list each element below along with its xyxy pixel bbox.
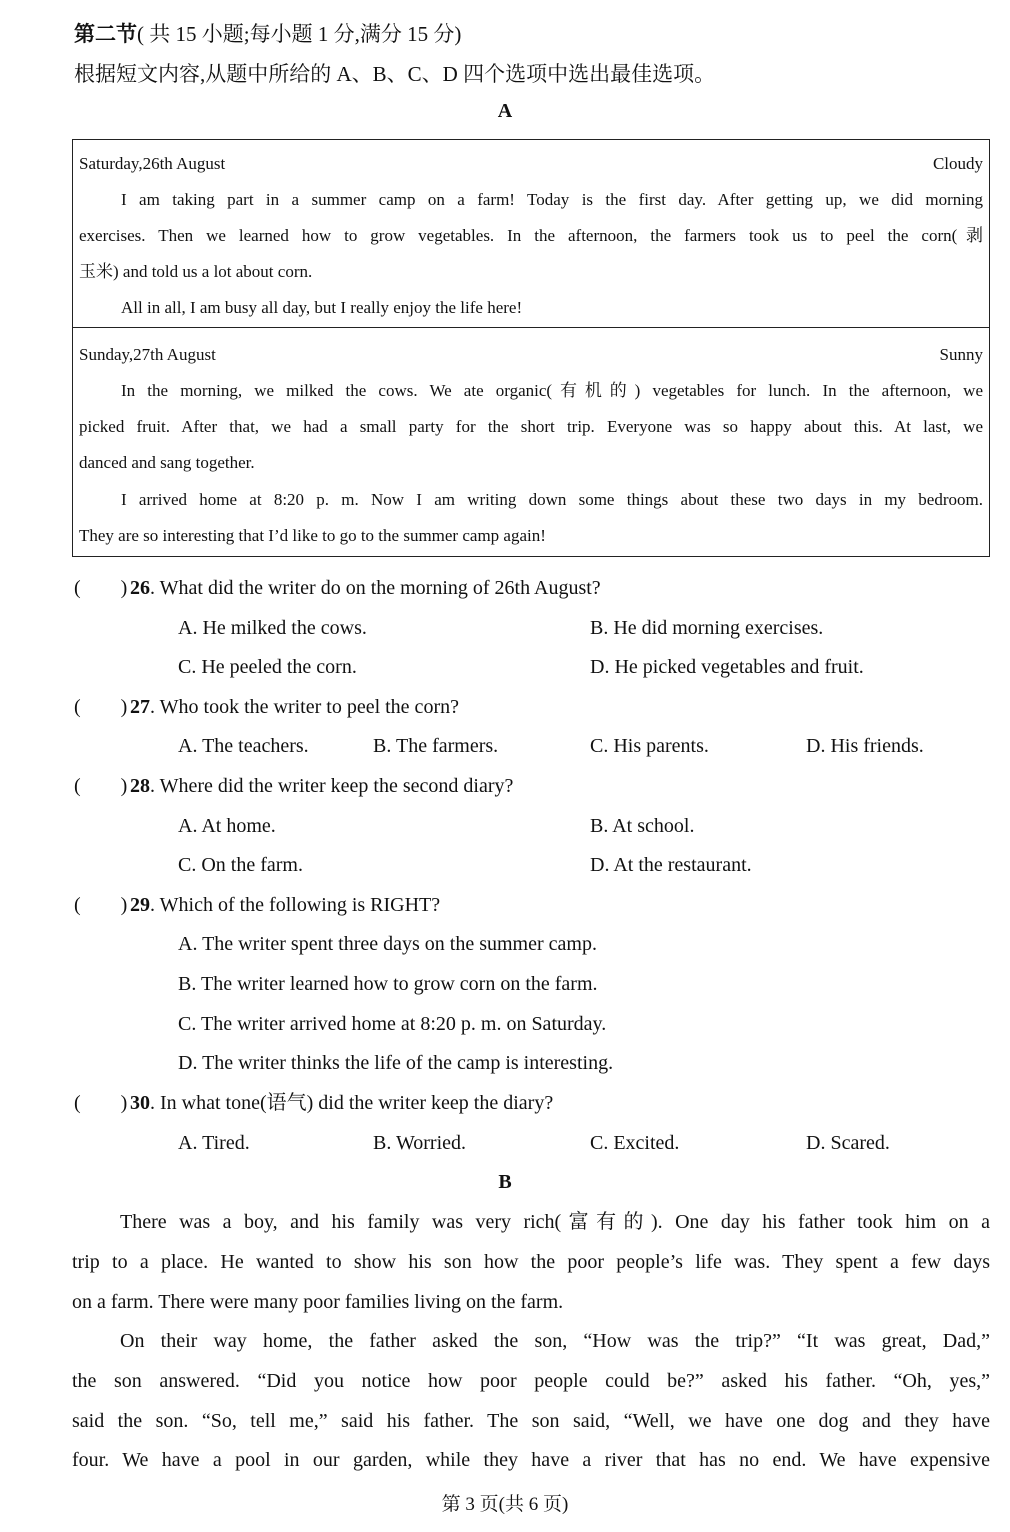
option-d[interactable]: D. Scared. (806, 1132, 890, 1154)
diary-box (72, 139, 990, 557)
question-text: . Which of the following is RIGHT? (150, 894, 441, 916)
question-27 (74, 695, 459, 719)
section-title: 第二节 (74, 22, 137, 46)
option-a[interactable]: A. Tired. (178, 1132, 250, 1154)
passage-b-line: on a farm. There were many poor families living on the farm. (72, 1291, 564, 1313)
option-a[interactable]: A. At home. (178, 815, 276, 837)
answer-blank[interactable]: ( ) (74, 577, 128, 599)
question-29 (74, 893, 440, 917)
passage-b-line: On their way home, the father asked the son, “How was the trip?” “It was great, Dad,” (120, 1330, 990, 1352)
section-instructions: 根据短文内容,从题中所给的 A、B、C、D 四个选项中选出最佳选项。 (74, 62, 716, 86)
option-c[interactable]: C. His parents. (590, 735, 709, 757)
passage-b-line: the son answered. “Did you notice how poor people could be?” asked his father. “Oh, yes,” (72, 1370, 990, 1392)
question-number: 26 (130, 577, 150, 599)
question-30 (74, 1091, 553, 1115)
diary2-header (79, 345, 983, 365)
option-b[interactable]: B. He did morning exercises. (590, 617, 824, 639)
answer-blank[interactable]: ( ) (74, 1092, 128, 1114)
option-c[interactable]: C. On the farm. (178, 854, 303, 876)
answer-blank[interactable]: ( ) (74, 775, 128, 797)
question-text: . Where did the writer keep the second diary? (150, 775, 514, 797)
passage-b-line: There was a boy, and his family was very rich(富有的). One day his father took him on a (120, 1211, 990, 1233)
option-a[interactable]: A. He milked the cows. (178, 617, 367, 639)
diary1-header (79, 154, 983, 174)
question-number: 29 (130, 894, 150, 916)
question-number: 28 (130, 775, 150, 797)
diary1-date: Saturday,26th August (79, 154, 226, 173)
option-d[interactable]: D. The writer thinks the life of the camp is interesting. (178, 1052, 614, 1074)
diary2-line: I arrived home at 8:20 p. m. Now I am writing down some things about these two days in my bedroom. (121, 490, 983, 509)
question-text: . What did the writer do on the morning of 26th August? (150, 577, 601, 599)
answer-blank[interactable]: ( ) (74, 696, 128, 718)
diary1-line: 玉米) and told us a lot about corn. (79, 262, 313, 281)
option-a[interactable]: A. The writer spent three days on the summer camp. (178, 933, 597, 955)
diary-divider (73, 327, 989, 328)
option-d[interactable]: D. His friends. (806, 735, 924, 757)
passage-a-heading: A (497, 100, 513, 122)
option-d[interactable]: D. He picked vegetables and fruit. (590, 656, 864, 678)
diary2-line: danced and sang together. (79, 453, 255, 472)
question-28 (74, 774, 513, 798)
option-d[interactable]: D. At the restaurant. (590, 854, 752, 876)
diary2-date: Sunday,27th August (79, 345, 216, 364)
section-header (74, 18, 461, 48)
diary2-line: picked fruit. After that, we had a small party for the short trip. Everyone was so happy about this. At last, we (79, 417, 983, 436)
diary1-line: All in all, I am busy all day, but I really enjoy the life here! (121, 298, 523, 317)
section-note: ( 共 15 小题;每小题 1 分,满分 15 分) (137, 22, 462, 46)
option-b[interactable]: B. The farmers. (373, 735, 499, 757)
option-a[interactable]: A. The teachers. (178, 735, 309, 757)
diary1-line: exercises. Then we learned how to grow vegetables. In the afternoon, the farmers took us to peel the corn(剥 (79, 226, 983, 245)
question-number: 30 (130, 1092, 150, 1114)
question-text: . In what tone(语气) did the writer keep the diary? (150, 1092, 554, 1114)
diary1-weather: Cloudy (932, 154, 983, 173)
page-footer: 第 3 页(共 6 页) (441, 1494, 569, 1515)
question-26 (74, 576, 601, 600)
option-c[interactable]: C. Excited. (590, 1132, 680, 1154)
question-number: 27 (130, 696, 150, 718)
passage-b-line: four. We have a pool in our garden, while they have a river that has no end. We have expensive (72, 1449, 990, 1471)
passage-b-heading: B (498, 1171, 512, 1193)
option-c[interactable]: C. He peeled the corn. (178, 656, 357, 678)
option-b[interactable]: B. At school. (590, 815, 695, 837)
question-text: . Who took the writer to peel the corn? (150, 696, 459, 718)
diary2-weather: Sunny (939, 345, 983, 364)
diary1-line: I am taking part in a summer camp on a farm! Today is the first day. After getting up, we did morning (121, 190, 983, 209)
option-b[interactable]: B. The writer learned how to grow corn on the farm. (178, 973, 598, 995)
option-b[interactable]: B. Worried. (373, 1132, 467, 1154)
diary2-line: They are so interesting that I’d like to go to the summer camp again! (79, 526, 546, 545)
passage-b-line: said the son. “So, tell me,” said his father. The son said, “Well, we have one dog and they have (72, 1410, 990, 1432)
option-c[interactable]: C. The writer arrived home at 8:20 p. m. on Saturday. (178, 1013, 607, 1035)
diary2-line: In the morning, we milked the cows. We ate organic(有机的) vegetables for lunch. In the afternoon, we (121, 381, 983, 400)
passage-b-line: trip to a place. He wanted to show his son how the poor people’s life was. They spent a few days (72, 1251, 990, 1273)
answer-blank[interactable]: ( ) (74, 894, 128, 916)
